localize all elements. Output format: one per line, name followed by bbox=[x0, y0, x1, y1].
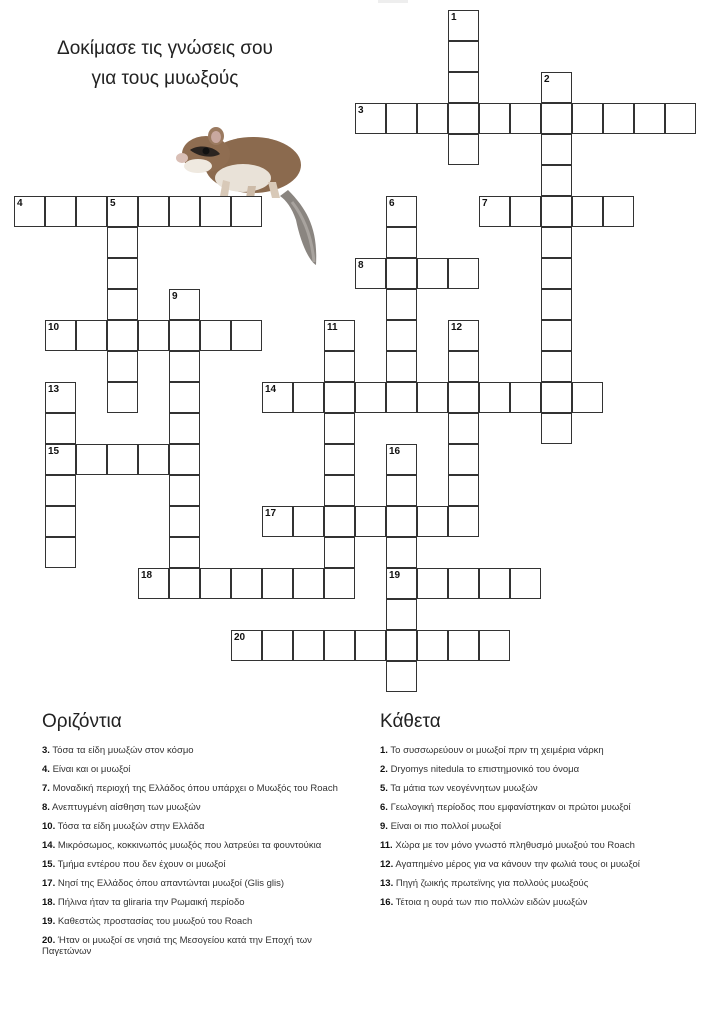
grid-cell[interactable] bbox=[479, 630, 510, 661]
grid-cell[interactable] bbox=[169, 413, 200, 444]
grid-cell[interactable] bbox=[76, 444, 107, 475]
clue-item-number: 12. bbox=[380, 859, 394, 870]
down-clue-list bbox=[380, 745, 702, 908]
clue-number: 14 bbox=[265, 384, 277, 395]
grid-cell[interactable] bbox=[603, 103, 634, 134]
grid-cell[interactable] bbox=[169, 320, 200, 351]
clue-item-number: 19. bbox=[42, 916, 56, 927]
grid-cell[interactable] bbox=[386, 537, 417, 568]
clue-item bbox=[380, 840, 702, 851]
clue-item-number: 4. bbox=[42, 764, 50, 775]
grid-cell[interactable] bbox=[324, 475, 355, 506]
grid-cell[interactable] bbox=[448, 134, 479, 165]
clue-item bbox=[380, 897, 702, 908]
clue-item-number: 3. bbox=[42, 745, 50, 756]
clue-item-text: Τόσα τα είδη μυωξών στον κόσμο bbox=[49, 745, 194, 756]
grid-cell[interactable] bbox=[386, 506, 417, 537]
grid-cell[interactable] bbox=[169, 351, 200, 382]
grid-cell[interactable] bbox=[169, 475, 200, 506]
grid-cell[interactable] bbox=[386, 475, 417, 506]
grid-cell[interactable] bbox=[448, 444, 479, 475]
clue-item-text: Πηγή ζωικής πρωτεϊνης για πολλούς μυωξούς bbox=[393, 878, 589, 889]
top-marker bbox=[378, 0, 408, 3]
grid-cell[interactable] bbox=[541, 289, 572, 320]
grid-cell[interactable] bbox=[386, 630, 417, 661]
grid-cell[interactable] bbox=[386, 227, 417, 258]
grid-cell[interactable] bbox=[541, 351, 572, 382]
grid-cell[interactable] bbox=[169, 196, 200, 227]
clue-item-text: Τόσα τα είδη μυωξών στην Ελλάδα bbox=[55, 821, 205, 832]
grid-cell[interactable] bbox=[448, 568, 479, 599]
grid-cell[interactable] bbox=[107, 351, 138, 382]
clue-number: 7 bbox=[482, 198, 488, 209]
grid-cell[interactable] bbox=[386, 289, 417, 320]
grid-cell[interactable] bbox=[200, 196, 231, 227]
clue-item bbox=[380, 764, 702, 775]
page-title bbox=[20, 34, 310, 94]
grid-cell[interactable] bbox=[510, 568, 541, 599]
grid-cell[interactable] bbox=[324, 537, 355, 568]
down-heading: Κάθετα bbox=[380, 711, 441, 732]
grid-cell[interactable] bbox=[386, 103, 417, 134]
clue-number: 13 bbox=[48, 384, 60, 395]
clue-item bbox=[42, 859, 352, 870]
clue-item bbox=[380, 821, 702, 832]
clue-item-text: Ανεπτυγμένη αίσθηση των μυωξών bbox=[49, 802, 201, 813]
grid-cell[interactable] bbox=[541, 134, 572, 165]
grid-cell[interactable] bbox=[200, 568, 231, 599]
clue-item-text: Αγαπημένο μέρος για να κάνουν την φωλιά τους οι μυωξοί bbox=[393, 859, 640, 870]
clue-item-number: 10. bbox=[42, 821, 56, 832]
grid-cell[interactable] bbox=[386, 382, 417, 413]
clue-item-number: 18. bbox=[42, 897, 56, 908]
grid-cell[interactable] bbox=[262, 568, 293, 599]
clue-number: 10 bbox=[48, 322, 60, 333]
grid-cell[interactable] bbox=[200, 320, 231, 351]
grid-cell[interactable] bbox=[541, 258, 572, 289]
grid-cell[interactable] bbox=[510, 196, 541, 227]
dormouse-illustration bbox=[168, 120, 338, 270]
clue-item-text: Πήλινα ήταν τα gliraria την Ρωμαική περίοδο bbox=[55, 897, 245, 908]
grid-cell[interactable] bbox=[293, 630, 324, 661]
grid-cell[interactable] bbox=[138, 196, 169, 227]
clue-item-text: Μικρόσωμος, κοκκινωπός μυωξός που λατρεύει τα φουντούκια bbox=[55, 840, 322, 851]
clue-item bbox=[42, 745, 352, 756]
clue-item-number: 13. bbox=[380, 878, 394, 889]
grid-cell[interactable] bbox=[169, 537, 200, 568]
clue-item-number: 17. bbox=[42, 878, 56, 889]
clue-item-number: 16. bbox=[380, 897, 394, 908]
grid-cell[interactable] bbox=[448, 382, 479, 413]
clue-item-number: 8. bbox=[42, 802, 50, 813]
grid-cell[interactable] bbox=[448, 506, 479, 537]
clue-item-number: 1. bbox=[380, 745, 388, 756]
clue-item bbox=[42, 783, 352, 794]
grid-cell[interactable] bbox=[324, 568, 355, 599]
clue-number: 8 bbox=[358, 260, 364, 271]
clue-number: 2 bbox=[544, 74, 550, 85]
grid-cell[interactable] bbox=[541, 320, 572, 351]
grid-cell[interactable] bbox=[541, 382, 572, 413]
clue-item bbox=[42, 764, 352, 775]
across-clue-list bbox=[42, 745, 352, 957]
clue-number: 11 bbox=[327, 322, 338, 333]
clue-item-number: 7. bbox=[42, 783, 50, 794]
grid-cell[interactable] bbox=[386, 320, 417, 351]
clue-item bbox=[42, 935, 352, 957]
grid-cell[interactable] bbox=[665, 103, 696, 134]
grid-cell[interactable] bbox=[324, 382, 355, 413]
grid-cell[interactable] bbox=[355, 382, 386, 413]
grid-cell[interactable] bbox=[541, 227, 572, 258]
clue-item bbox=[42, 916, 352, 927]
grid-cell[interactable] bbox=[355, 630, 386, 661]
clue-item-number: 14. bbox=[42, 840, 56, 851]
grid-cell[interactable] bbox=[417, 382, 448, 413]
clue-item-number: 2. bbox=[380, 764, 388, 775]
grid-cell[interactable] bbox=[45, 475, 76, 506]
clue-item-text: Είναι και οι μυωξοί bbox=[49, 764, 131, 775]
grid-cell[interactable] bbox=[107, 444, 138, 475]
grid-cell[interactable] bbox=[107, 320, 138, 351]
clue-number: 1 bbox=[451, 12, 457, 23]
grid-cell[interactable] bbox=[386, 661, 417, 692]
grid-cell[interactable] bbox=[169, 444, 200, 475]
clue-item-text: Γεωλογική περίοδος που εμφανίστηκαν οι πρώτοι μυωξοί bbox=[387, 802, 631, 813]
grid-cell[interactable] bbox=[45, 413, 76, 444]
clue-item-text: Καθεστώς προστασίας του μυωξού του Roach bbox=[55, 916, 253, 927]
clue-number: 6 bbox=[389, 198, 395, 209]
grid-cell[interactable] bbox=[169, 506, 200, 537]
grid-cell[interactable] bbox=[448, 351, 479, 382]
grid-cell[interactable] bbox=[479, 103, 510, 134]
grid-cell[interactable] bbox=[293, 506, 324, 537]
grid-cell[interactable] bbox=[448, 475, 479, 506]
clue-number: 19 bbox=[389, 570, 401, 581]
clue-item-text: Τμήμα εντέρου που δεν έχουν οι μυωξοί bbox=[55, 859, 226, 870]
grid-cell[interactable] bbox=[107, 258, 138, 289]
clue-item-text: Dryomys nitedula το επιστημονικό του όνομα bbox=[387, 764, 580, 775]
clue-item bbox=[42, 897, 352, 908]
grid-cell[interactable] bbox=[324, 413, 355, 444]
grid-cell[interactable] bbox=[541, 103, 572, 134]
clue-item-number: 15. bbox=[42, 859, 56, 870]
grid-cell[interactable] bbox=[510, 103, 541, 134]
clue-number: 9 bbox=[172, 291, 178, 302]
grid-cell[interactable] bbox=[541, 165, 572, 196]
grid-cell[interactable] bbox=[138, 444, 169, 475]
clue-item bbox=[42, 821, 352, 832]
grid-cell[interactable] bbox=[417, 506, 448, 537]
clue-item-text: Μοναδική περιοχή της Ελλάδος όπου υπάρχει ο Μυωξός του Roach bbox=[49, 783, 338, 794]
grid-cell[interactable] bbox=[572, 103, 603, 134]
grid-cell[interactable] bbox=[45, 506, 76, 537]
clue-item-number: 6. bbox=[380, 802, 388, 813]
across-section bbox=[42, 711, 352, 965]
across-heading: Οριζόντια bbox=[42, 711, 122, 732]
grid-cell[interactable] bbox=[417, 630, 448, 661]
grid-cell[interactable] bbox=[448, 630, 479, 661]
grid-cell[interactable] bbox=[138, 320, 169, 351]
clue-number: 4 bbox=[17, 198, 23, 209]
grid-cell[interactable] bbox=[293, 382, 324, 413]
clue-item-number: 9. bbox=[380, 821, 388, 832]
clue-item-text: Είναι οι πιο πολλοί μυωξοί bbox=[387, 821, 502, 832]
clue-number: 12 bbox=[451, 322, 463, 333]
grid-cell[interactable] bbox=[479, 568, 510, 599]
clue-number: 20 bbox=[234, 632, 246, 643]
clue-item-text: Τέτοια η ουρά των πιο πολλών ειδών μυωξών bbox=[393, 897, 588, 908]
grid-cell[interactable] bbox=[479, 382, 510, 413]
grid-cell[interactable] bbox=[386, 351, 417, 382]
grid-cell[interactable] bbox=[45, 196, 76, 227]
grid-cell[interactable] bbox=[107, 382, 138, 413]
grid-cell[interactable] bbox=[45, 537, 76, 568]
clue-number: 3 bbox=[358, 105, 364, 116]
grid-cell[interactable] bbox=[417, 258, 448, 289]
grid-cell[interactable] bbox=[293, 568, 324, 599]
clue-item bbox=[42, 878, 352, 889]
clue-item bbox=[42, 840, 352, 851]
grid-cell[interactable] bbox=[262, 630, 293, 661]
clue-number: 5 bbox=[110, 198, 116, 209]
grid-cell[interactable] bbox=[448, 103, 479, 134]
grid-cell[interactable] bbox=[634, 103, 665, 134]
grid-cell[interactable] bbox=[386, 258, 417, 289]
title-line-2: για τους μυωξούς bbox=[91, 68, 239, 89]
grid-cell[interactable] bbox=[324, 506, 355, 537]
grid-cell[interactable] bbox=[107, 227, 138, 258]
clue-number: 17 bbox=[265, 508, 277, 519]
clue-item bbox=[380, 878, 702, 889]
clue-item-text: Το συσσωρεύουν οι μυωξοί πριν τη χειμέρια νάρκη bbox=[387, 745, 604, 756]
grid-cell[interactable] bbox=[448, 258, 479, 289]
clue-number: 16 bbox=[389, 446, 401, 457]
clue-item-text: Ήταν οι μυωξοί σε νησιά της Μεσογείου κατά την Εποχή των Παγετώνων bbox=[42, 935, 312, 957]
grid-cell[interactable] bbox=[76, 320, 107, 351]
grid-cell[interactable] bbox=[510, 382, 541, 413]
grid-cell[interactable] bbox=[603, 196, 634, 227]
clue-item bbox=[380, 745, 702, 756]
grid-cell[interactable] bbox=[169, 382, 200, 413]
clue-item-text: Νησί της Ελλάδος όπου απαντώνται μυωξοί (Glis glis) bbox=[55, 878, 285, 889]
grid-cell[interactable] bbox=[231, 568, 262, 599]
clue-item bbox=[42, 802, 352, 813]
grid-cell[interactable] bbox=[355, 506, 386, 537]
clue-item-text: Τα μάτια των νεογέννητων μυωξών bbox=[387, 783, 538, 794]
clue-item-number: 11. bbox=[380, 840, 393, 851]
grid-cell[interactable] bbox=[169, 568, 200, 599]
clue-number: 15 bbox=[48, 446, 60, 457]
grid-cell[interactable] bbox=[572, 196, 603, 227]
clue-number: 18 bbox=[141, 570, 153, 581]
grid-cell[interactable] bbox=[417, 103, 448, 134]
grid-cell[interactable] bbox=[76, 196, 107, 227]
grid-cell[interactable] bbox=[448, 413, 479, 444]
grid-cell[interactable] bbox=[324, 630, 355, 661]
grid-cell[interactable] bbox=[231, 320, 262, 351]
grid-cell[interactable] bbox=[541, 196, 572, 227]
grid-cell[interactable] bbox=[448, 41, 479, 72]
clue-item bbox=[380, 802, 702, 813]
clue-item-text: Χώρα με τον μόνο γνωστό πληθυσμό μυωξού του Roach bbox=[392, 840, 635, 851]
grid-cell[interactable] bbox=[231, 196, 262, 227]
down-section bbox=[380, 711, 702, 916]
grid-cell[interactable] bbox=[324, 351, 355, 382]
grid-cell[interactable] bbox=[324, 444, 355, 475]
clue-item-number: 5. bbox=[380, 783, 388, 794]
clue-item bbox=[380, 783, 702, 794]
grid-cell[interactable] bbox=[107, 289, 138, 320]
grid-cell[interactable] bbox=[572, 382, 603, 413]
grid-cell[interactable] bbox=[448, 72, 479, 103]
title-line-1: Δοκίμασε τις γνώσεις σου bbox=[57, 38, 273, 59]
clue-item-number: 20. bbox=[42, 935, 56, 946]
grid-cell[interactable] bbox=[541, 413, 572, 444]
grid-cell[interactable] bbox=[386, 599, 417, 630]
grid-cell[interactable] bbox=[417, 568, 448, 599]
clue-item bbox=[380, 859, 702, 870]
